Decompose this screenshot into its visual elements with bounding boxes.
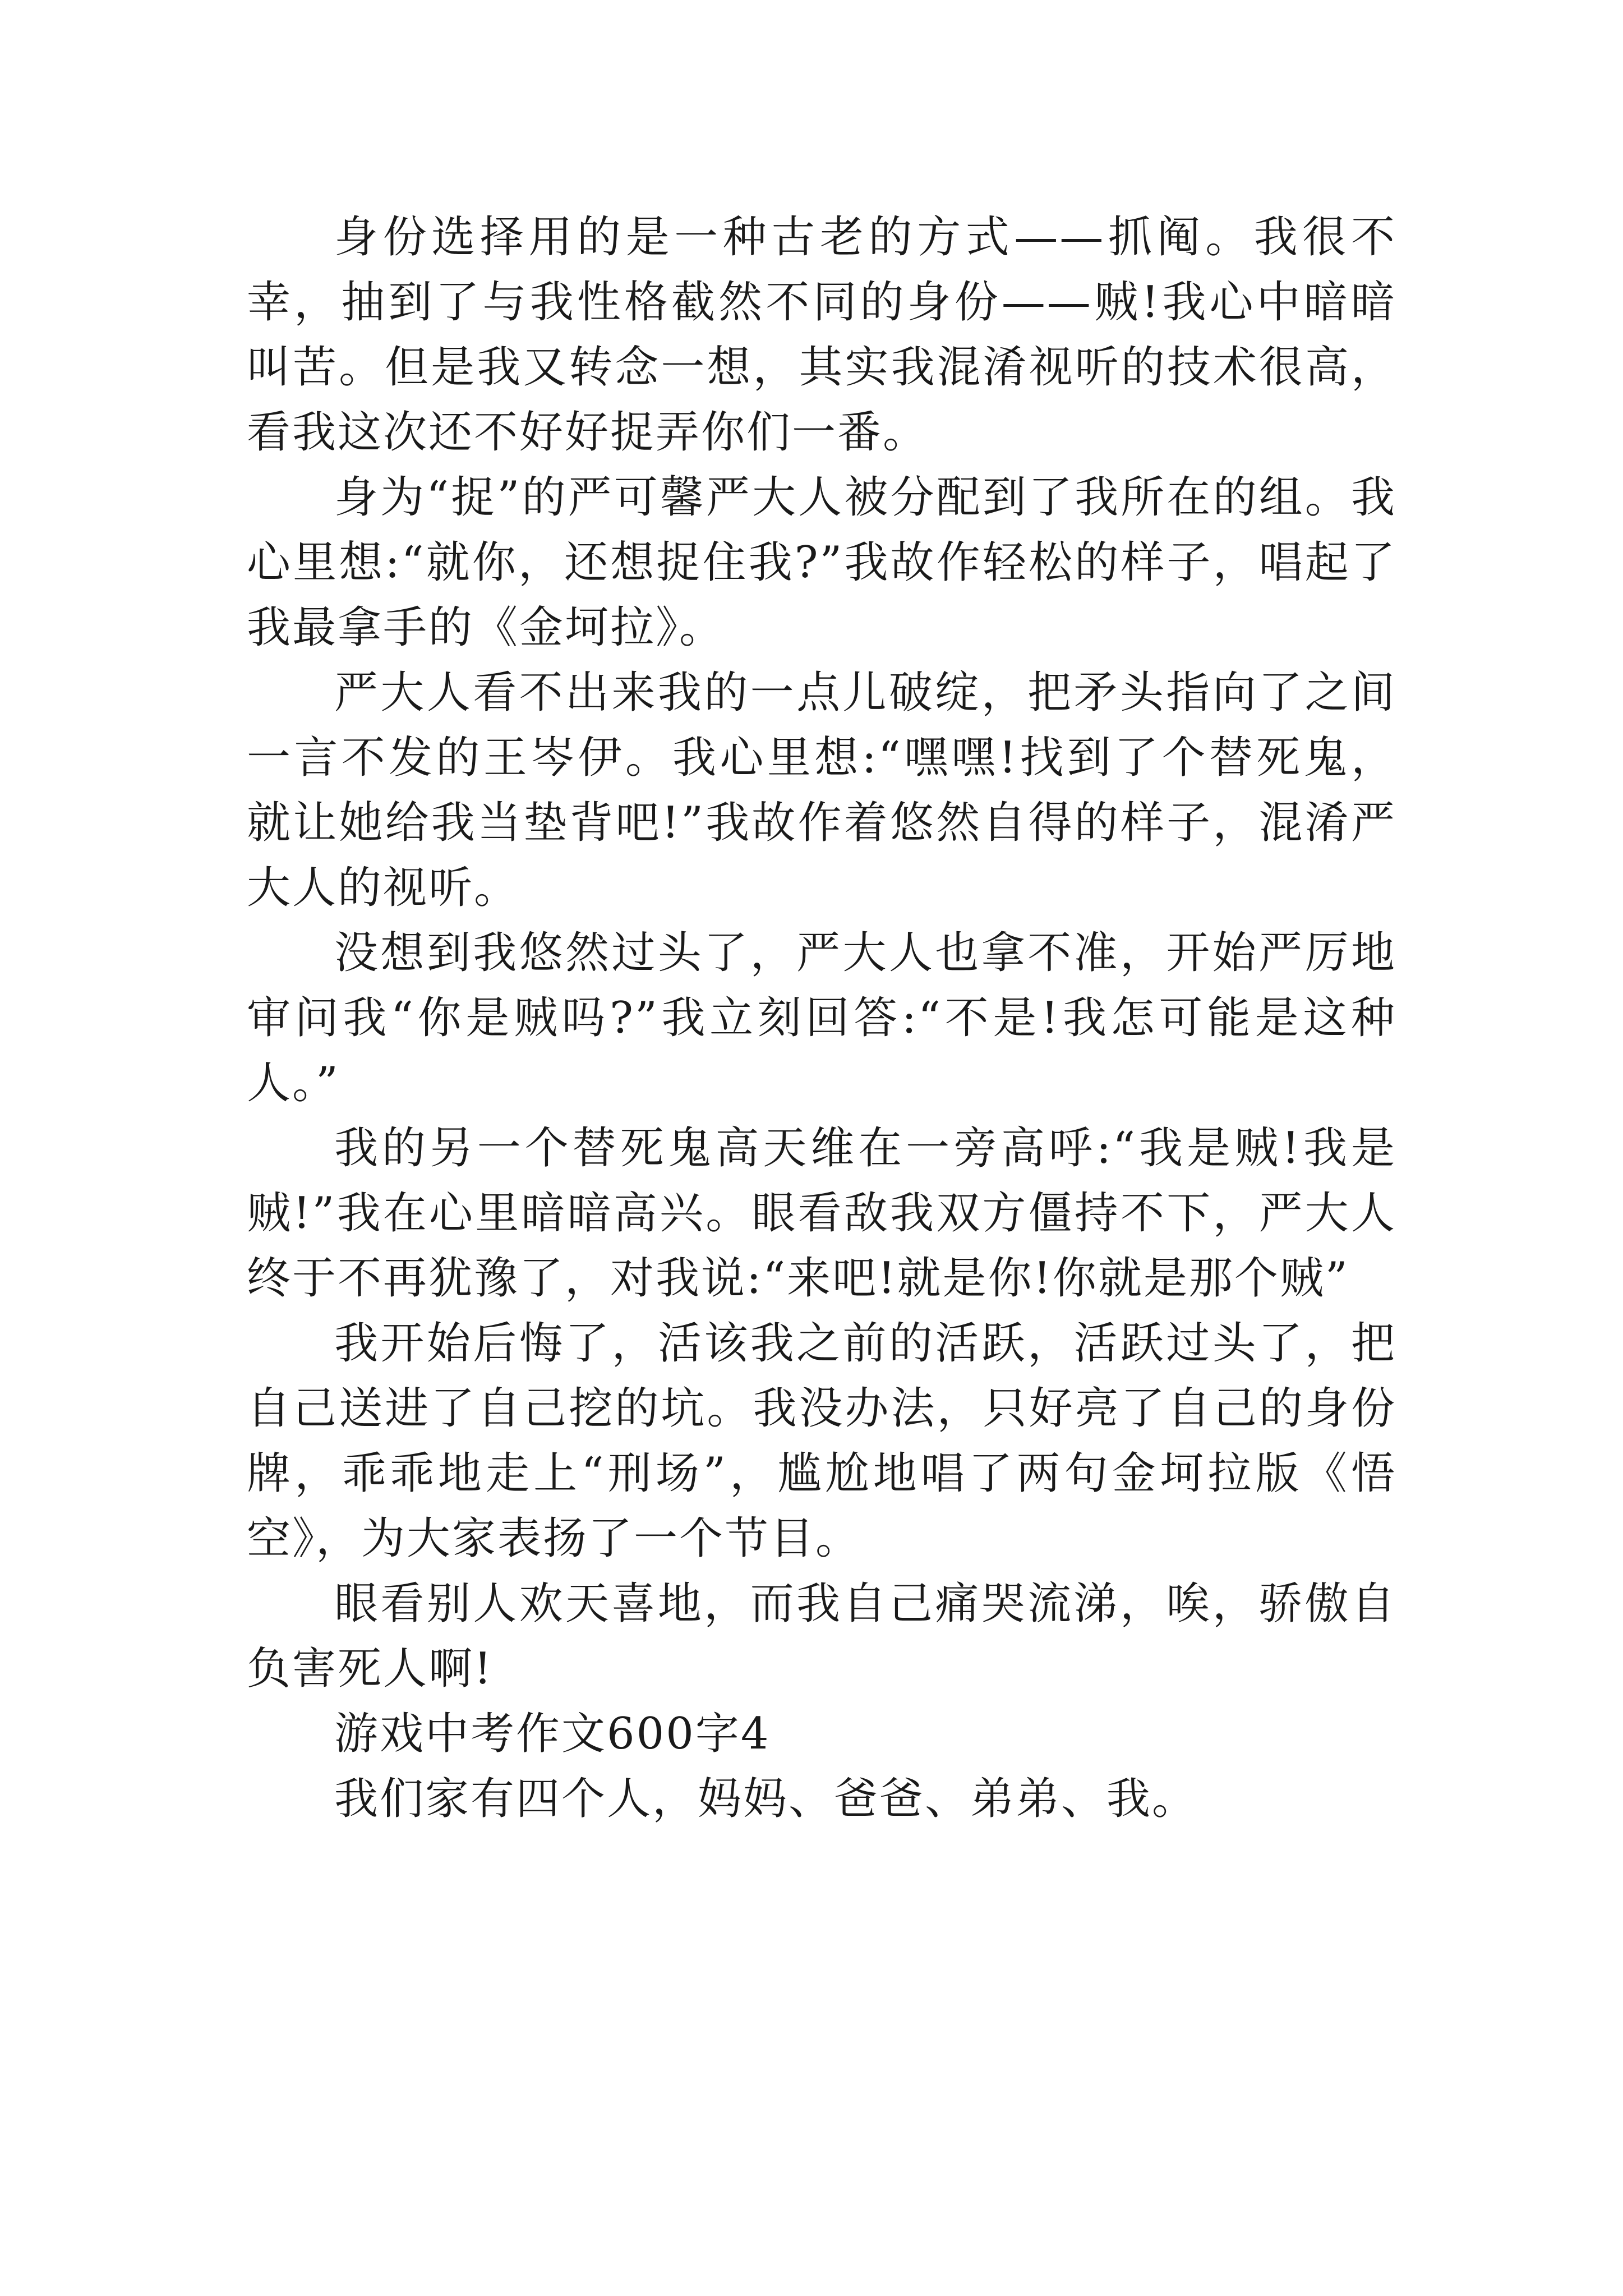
paragraph-5: 我的另一个替死鬼高天维在一旁高呼:“我是贼!我是贼!”我在心里暗暗高兴。眼看敌我双方僵持不下，严大人终于不再犹豫了，对我说:“来吧!就是你!你就是那个贼”: [247, 1123, 1396, 1304]
paragraph-1: 身份选择用的是一种古老的方式——抓阄。我很不幸，抽到了与我性格截然不同的身份——贼!我心中暗暗叫苦。但是我又转念一想，其实我混淆视听的技术很高，看我这次还不好好捉弄你们一番。: [247, 212, 1396, 458]
section-heading: 游戏中考作文600字4: [334, 1709, 771, 1759]
paragraph-3: 严大人看不出来我的一点儿破绽，把矛头指向了之间一言不发的王岑伊。我心里想:“嘿嘿!找到了个替死鬼，就让她给我当垫背吧!”我故作着悠然自得的样子，混淆严大人的视听。: [247, 668, 1396, 913]
document-body: [247, 205, 1396, 1832]
paragraph-2: 身为“捉”的严可馨严大人被分配到了我所在的组。我心里想:“就你，还想捉住我?”我故作轻松的样子，唱起了我最拿手的《金坷拉》。: [247, 472, 1396, 653]
paragraph-7: 眼看别人欢天喜地，而我自己痛哭流涕，唉，骄傲自负害死人啊!: [247, 1579, 1396, 1694]
paragraph-6: 我开始后悔了，活该我之前的活跃，活跃过头了，把自己送进了自己挖的坑。我没办法，只好亮了自己的身份牌，乖乖地走上“刑场”，尴尬地唱了两句金坷拉版《悟空》，为大家表扬了一个节目。: [247, 1318, 1396, 1564]
paragraph-4: 没想到我悠然过头了，严大人也拿不准，开始严厉地审问我“你是贼吗?”我立刻回答:“不是!我怎可能是这种人。”: [247, 928, 1396, 1108]
paragraph-8: 我们家有四个人，妈妈、爸爸、弟弟、我。: [334, 1774, 1198, 1824]
